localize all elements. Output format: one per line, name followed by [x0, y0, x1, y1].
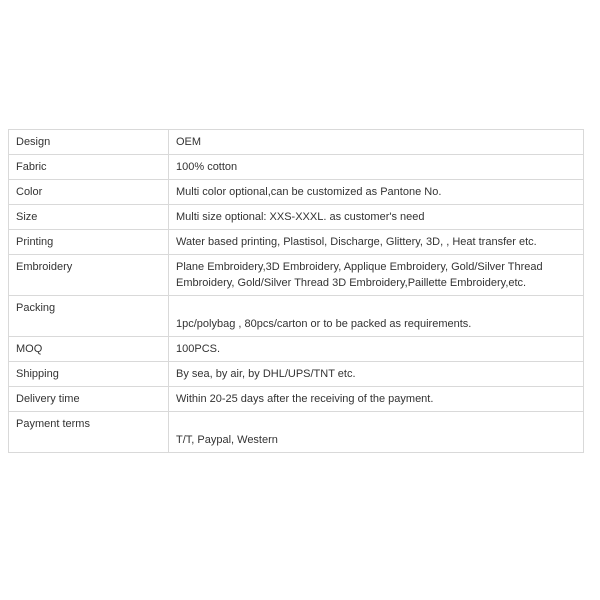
table-row-color — [9, 180, 584, 205]
row-label: Packing — [9, 296, 169, 337]
table-row-packing — [9, 296, 584, 337]
row-label: MOQ — [9, 337, 169, 362]
row-label: Design — [9, 130, 169, 155]
row-value: Water based printing, Plastisol, Discharge, Glittery, 3D, , Heat transfer etc. — [169, 230, 584, 255]
row-value: Multi size optional: XXS-XXXL. as customer's need — [169, 205, 584, 230]
product-spec-table — [8, 129, 584, 453]
row-label: Shipping — [9, 362, 169, 387]
table-row-printing — [9, 230, 584, 255]
table-row-moq — [9, 337, 584, 362]
row-value: Plane Embroidery,3D Embroidery, Applique Embroidery, Gold/Silver Thread Embroidery, Gold/Silver Thread 3D Embroidery,Paillette Embroidery,etc. — [169, 255, 584, 296]
row-label: Printing — [9, 230, 169, 255]
table-row-payment-terms — [9, 412, 584, 453]
table-row-shipping — [9, 362, 584, 387]
row-value: By sea, by air, by DHL/UPS/TNT etc. — [169, 362, 584, 387]
table-row-fabric — [9, 155, 584, 180]
row-value: OEM — [169, 130, 584, 155]
row-label: Size — [9, 205, 169, 230]
row-value: 1pc/polybag , 80pcs/carton or to be packed as requirements. — [169, 296, 584, 337]
row-label: Embroidery — [9, 255, 169, 296]
row-value: 100PCS. — [169, 337, 584, 362]
table-row-design — [9, 130, 584, 155]
row-label: Payment terms — [9, 412, 169, 453]
table-row-delivery-time — [9, 387, 584, 412]
row-value: 100% cotton — [169, 155, 584, 180]
row-value: T/T, Paypal, Western — [169, 412, 584, 453]
spec-table-body — [9, 130, 584, 453]
table-row-size — [9, 205, 584, 230]
row-value: Multi color optional,can be customized as Pantone No. — [169, 180, 584, 205]
table-row-embroidery — [9, 255, 584, 296]
row-value: Within 20-25 days after the receiving of the payment. — [169, 387, 584, 412]
row-label: Color — [9, 180, 169, 205]
row-label: Delivery time — [9, 387, 169, 412]
row-label: Fabric — [9, 155, 169, 180]
